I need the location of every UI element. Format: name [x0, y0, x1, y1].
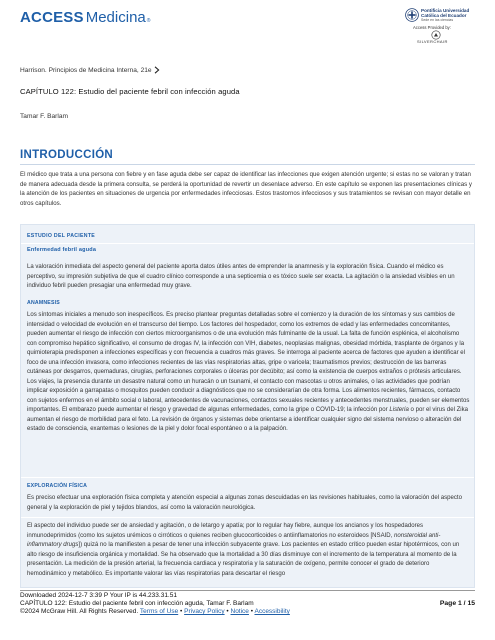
box-heading: Enfermedad febril aguda: [27, 247, 97, 253]
anamnesis-paragraph: [27, 311, 470, 435]
page-footer: [20, 592, 475, 617]
breadcrumb[interactable]: [20, 66, 160, 74]
intro-paragraph: El médico que trata a una persona con fiebre y en fase aguda debe ser capaz de identificar las infecciones que exigen atención urgente; si estas no se valoran y tratan de manera adecuada desde la primera consulta, se perderá la oportunidad de revertir un desenlace adverso. En este capítulo se exponen las presentaciones clínicas y la atención de los pacientes en situaciones de urgencia por enfermedades infecciosas. Estos trastornos infecciosos y sus tratamientos se revisan con mayor detalle en otros capítulos.: [20, 171, 472, 207]
download-info: Downloaded 2024-12-7 3:39 P Your IP is 44.233.31.51: [20, 592, 177, 599]
separator-dot: •: [180, 608, 183, 616]
box-divider: [21, 517, 475, 518]
logo-access-text: ACCESS: [20, 9, 84, 26]
provider-name: SILVERCHAIR: [417, 39, 448, 44]
university-seal-icon: [405, 8, 419, 22]
patient-approach-box: [20, 224, 475, 588]
breadcrumb-book-title[interactable]: Harrison. Principios de Medicina Interna, 21e: [20, 66, 152, 74]
logo-medicina-text: Medicina: [85, 9, 146, 26]
author-name: Tamar F. Barlam: [20, 113, 68, 120]
section-divider: [20, 164, 475, 165]
notice-link[interactable]: Notice: [230, 608, 249, 616]
anamnesis-text-2: o por el virus del Zika aumentan el riesgo de morbilidad para el feto. La revisión de órganos y sistemas debe orientarse a identificar cualquier signo del sistema nervioso o alteración del estado de consciencia, exantemas o lesiones de la piel y dolor focal espontáneo o a la palpación.: [27, 407, 469, 432]
separator-dot: •: [250, 608, 254, 616]
anamnesis-heading: ANAMNESIS: [27, 300, 60, 306]
institution-logo: [405, 6, 475, 44]
page-header: [0, 0, 495, 44]
accessmedicina-logo[interactable]: [20, 9, 150, 26]
aspecto-text-2: ]) quizá no la manifiesten a pesar de tener una infección subyacente grave. Los pacientes en estado crítico pueden estar hipotérmicos, con un alto riesgo de insuficiencia orgánica y mortalidad. Se ha observado que la mortalidad a 30 días disminuye con el incremento de la temperatura al momento de la presentación. La medición de la presión arterial, la frecuencia cardiaca y respiratoria y la saturación de oxígeno, permite conocer el grado de deterioro hemodinámico y metabólico. Es importante valorar las vías respiratorias para descartar el riesgo: [27, 542, 460, 577]
box-divider: [21, 477, 475, 478]
citation-line: CAPÍTULO 122: Estudio del paciente febril con infección aguda, Tamar F. Barlam: [20, 600, 254, 608]
terms-of-use-link[interactable]: Terms of Use: [139, 608, 179, 616]
exploracion-heading: EXPLORACIÓN FÍSICA: [27, 483, 88, 489]
university-name: Pontificia Universidad Católica del Ecuador: [421, 8, 470, 18]
access-provided-label: Access Provided by:: [413, 25, 451, 30]
logo-trademark: ®: [146, 18, 151, 24]
box-label: ESTUDIO DEL PACIENTE: [27, 233, 96, 239]
chevron-right-icon: [154, 66, 160, 74]
footer-links: [20, 608, 475, 616]
accessibility-link[interactable]: Accessibility: [254, 608, 290, 616]
aspecto-italic: nonsteroidal anti-inflammatory drugs: [27, 532, 441, 548]
section-title: INTRODUCCIÓN: [20, 149, 114, 161]
privacy-policy-link[interactable]: Privacy Policy: [184, 608, 225, 616]
university-subtitle: Sede en las ciencias: [421, 18, 454, 22]
separator-dot: •: [226, 608, 229, 616]
footer-divider: [20, 590, 475, 591]
aspecto-paragraph: [27, 522, 470, 579]
anamnesis-italic: Listeria: [389, 407, 409, 413]
chapter-title: CAPÍTULO 122: Estudio del paciente febril con infección aguda: [20, 87, 240, 96]
anamnesis-text-1: Los síntomas iniciales a menudo son inespecíficos. Es preciso plantear preguntas detalladas sobre el comienzo y la duración de los síntomas y sus cambios de intensidad o velocidad de evolución en el transcurso del tiempo. Los factores del hospedador, como los extremos de edad y las enfermedades concomitantes, pueden aumentar el riesgo de infección con ciertos microorganismos o de una evolución más fulminante de la usual. La falta de función esplénica, el alcoholismo con compromiso hepático significativo, el consumo de drogas IV, la infección con VIH, diabetes, neoplasias malignas, obesidad mórbida, trasplante de órganos y la quimioterapia predisponen a infecciones específicas y con frecuencia a cuadros más graves. Se interroga al paciente acerca de factores que ayuden a identificar el foco de una infección invasora, como infecciones recientes de las vías respiratorias altas, gripe o varicela; traumatismos previos; destrucción de las barreras cutáneas por desgarros, quemaduras, cirugías, perforaciones corporales o úlceras por decúbito; así como la existencia de cuerpos extraños o prótesis articulares. Los viajes, la presencia durante un desastre natural como un huracán o un tsunami, el contacto con mascotas u otros animales, o las actividades que podrían implicar exposición a garrapatas o mosquitos pueden conducir a diagnósticos que no se considerarían de otra forma. Los alimentos recientes, fármacos, contacto con sujetos enfermos en el ámbito social o laboral, antecedentes de vacunaciones, contactos sexuales recientes y antecedentes menstruales, pueden ser elementos importantes. El embarazo puede aumentar el riesgo y gravedad de algunas enfermedades, como la gripe o COVID-19; la infección por: [27, 312, 470, 413]
copyright-text: ©2024 McGraw Hill. All Rights Reserved.: [20, 608, 139, 616]
box-divider: [21, 243, 475, 244]
aspecto-text-1: El aspecto del individuo puede ser de ansiedad y agitación, o de letargo y apatía; por lo regular hay fiebre, aunque los ancianos y los hospedadores inmunodeprimidos (como los sujetos urémicos o cirróticos o quienes reciben glucocorticoides o antiinflamatorios no esteroideos [NSAID,: [27, 523, 424, 539]
exploracion-paragraph: Es preciso efectuar una exploración física completa y atención especial a algunas zonas descuidadas en las revisiones habituales, como la valoración del aspecto general y la exploración de piel y tejidos blandos, así como la valoración neurológica.: [27, 495, 462, 511]
page-number: Page 1 / 15: [439, 600, 475, 607]
box-intro-paragraph: La valoración inmediata del aspecto general del paciente aporta datos útiles antes de emprender la anamnesis y la exploración física. Cuando el médico es perceptivo, su impresión subjetiva de que el cuadro clínico corresponde a una septicemia o es tóxico suele ser exacta. La agitación o la ansiedad visibles en un individuo febril pueden presagiar una enfermedad muy grave.: [27, 264, 455, 289]
